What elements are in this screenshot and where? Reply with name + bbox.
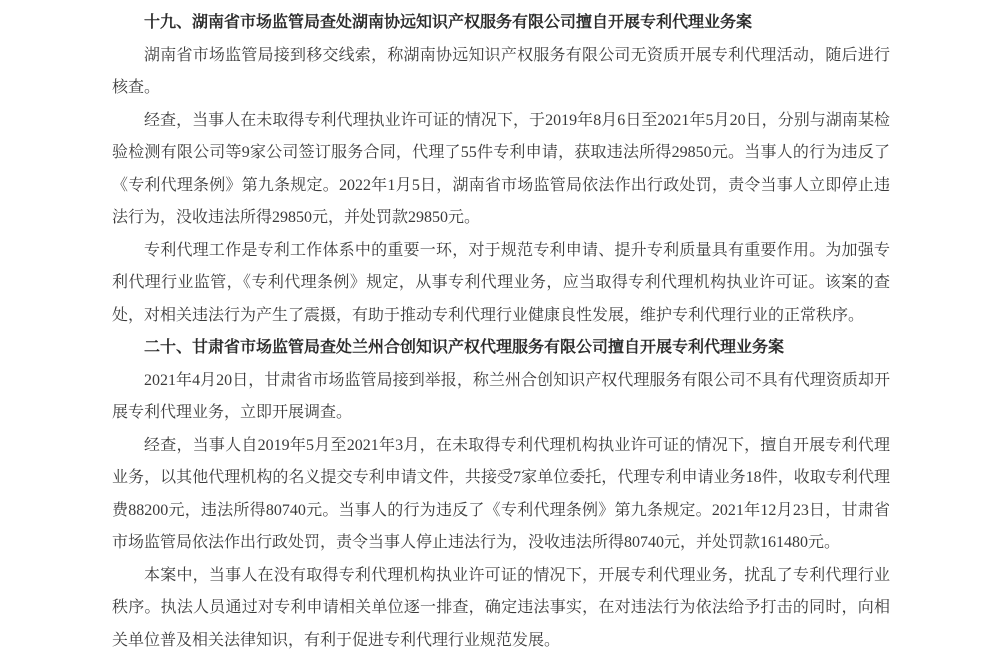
case-20-heading: 二十、甘肃省市场监管局查处兰州合创知识产权代理服务有限公司擅自开展专利代理业务案 — [144, 339, 785, 356]
case-20-intro-paragraph: 2021年4月20日，甘肃省市场监管局接到举报，称兰州合创知识产权代理服务有限公司不具有代理资质却开展专利代理业务，立即开展调查。 — [112, 371, 890, 421]
case-19-investigation-paragraph: 经查，当事人在未取得专利代理执业许可证的情况下，于2019年8月6日至2021年5月20日，分别与湖南某检验检测有限公司等9家公司签订服务合同，代理了55件专利申请，获取违法所得29850元。当事人的行为违反了《专利代理条例》第九条规定。2022年1月5日，湖南省市场监管局依法作出行政处罚，责令当事人立即停止违法行为，没收违法所得29850元，并处罚款29850元。 — [112, 111, 890, 226]
case-20-commentary-paragraph: 本案中，当事人在没有取得专利代理机构执业许可证的情况下，开展专利代理业务，扰乱了专利代理行业秩序。执法人员通过对专利申请相关单位逐一排查，确定违法事实，在对违法行为依法给予打击的同时，向相关单位普及相关法律知识，有利于促进专利代理行业规范发展。 — [112, 566, 890, 649]
case-20-investigation-paragraph: 经查，当事人自2019年5月至2021年3月，在未取得专利代理机构执业许可证的情况下，擅自开展专利代理业务，以其他代理机构的名义提交专利申请文件，共接受7家单位委托，代理专利申请业务18件，收取专利代理费88200元，违法所得80740元。当事人的行为违反了《专利代理条例》第九条规定。2021年12月23日，甘肃省市场监管局依法作出行政处罚，责令当事人停止违法行为，没收违法所得80740元，并处罚款161480元。 — [112, 436, 890, 551]
case-19-heading: 十九、湖南省市场监管局查处湖南协远知识产权服务有限公司擅自开展专利代理业务案 — [144, 14, 753, 31]
case-19-intro-paragraph: 湖南省市场监管局接到移交线索，称湖南协远知识产权服务有限公司无资质开展专利代理活动，随后进行核查。 — [112, 46, 890, 96]
case-19-commentary-paragraph: 专利代理工作是专利工作体系中的重要一环，对于规范专利申请、提升专利质量具有重要作用。为加强专利代理行业监管，《专利代理条例》规定，从事专利代理业务，应当取得专利代理机构执业许可证。该案的查处，对相关违法行为产生了震摄，有助于推动专利代理行业健康良性发展，维护专利代理行业的正常秩序。 — [112, 241, 890, 324]
